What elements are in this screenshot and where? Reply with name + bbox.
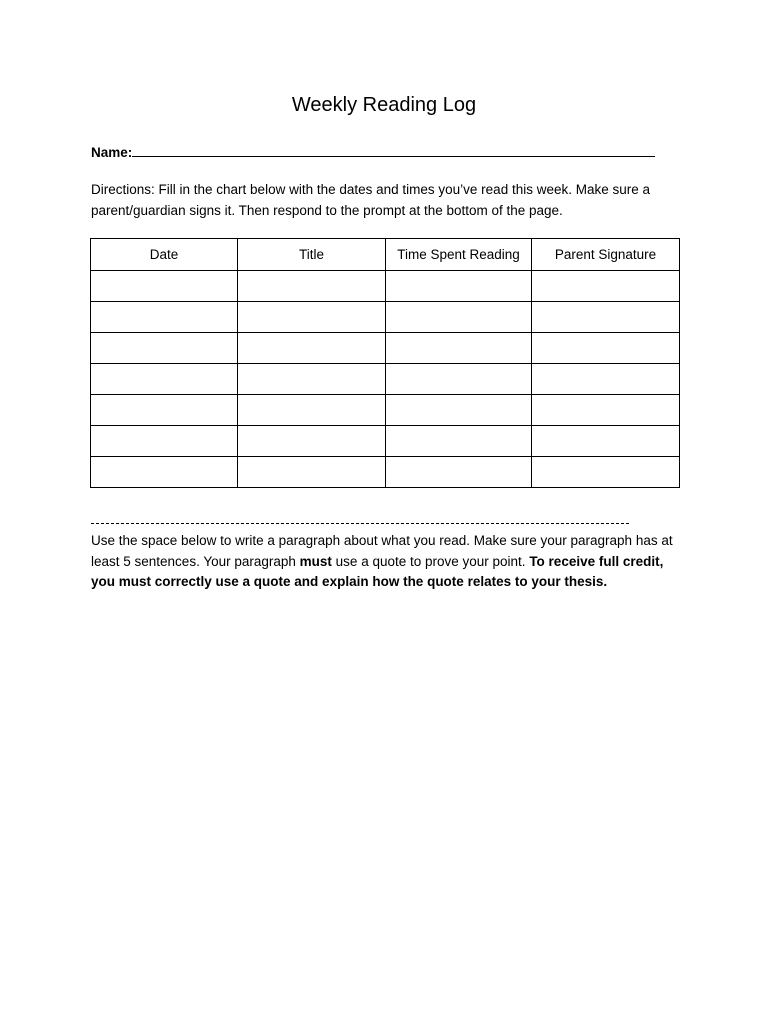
name-blank-line[interactable] bbox=[132, 142, 655, 157]
table-cell[interactable] bbox=[238, 271, 386, 302]
table-cell[interactable] bbox=[91, 364, 238, 395]
table-row bbox=[91, 426, 680, 457]
page-title: Weekly Reading Log bbox=[291, 94, 477, 116]
table-cell[interactable] bbox=[386, 364, 532, 395]
table-header-row bbox=[91, 239, 680, 271]
table-cell[interactable] bbox=[532, 271, 680, 302]
table-cell[interactable] bbox=[238, 395, 386, 426]
table-cell[interactable] bbox=[91, 457, 238, 488]
dashed-divider bbox=[91, 523, 629, 524]
table-cell[interactable] bbox=[91, 333, 238, 364]
name-label: Name: bbox=[91, 145, 133, 160]
prompt-text-1: Use the space below to write a paragraph about what you read. Make sure your paragraph has at least 5 sentences. Your paragraph bbox=[91, 533, 673, 569]
prompt-text-2: use a quote to prove your point. bbox=[331, 553, 530, 569]
table-cell[interactable] bbox=[238, 333, 386, 364]
reading-log-table bbox=[90, 238, 680, 488]
table-row bbox=[91, 333, 680, 364]
header-time-spent: Time Spent Reading bbox=[386, 239, 532, 271]
table-row bbox=[91, 271, 680, 302]
table-cell[interactable] bbox=[532, 302, 680, 333]
table-cell[interactable] bbox=[532, 333, 680, 364]
header-parent-signature: Parent Signature bbox=[532, 239, 680, 271]
table-cell[interactable] bbox=[238, 302, 386, 333]
table-cell[interactable] bbox=[386, 395, 532, 426]
table-cell[interactable] bbox=[91, 426, 238, 457]
table-cell[interactable] bbox=[386, 302, 532, 333]
header-date: Date bbox=[91, 239, 238, 271]
writing-prompt bbox=[91, 531, 686, 593]
table-row bbox=[91, 395, 680, 426]
name-field bbox=[91, 142, 655, 162]
prompt-bold-credit: To receive full credit, you must correctly use a quote and explain how the quote relates to your thesis. bbox=[91, 553, 664, 589]
table-cell[interactable] bbox=[386, 333, 532, 364]
table-cell[interactable] bbox=[91, 302, 238, 333]
table-cell[interactable] bbox=[532, 364, 680, 395]
table-cell[interactable] bbox=[532, 395, 680, 426]
header-title: Title bbox=[238, 239, 386, 271]
table-cell[interactable] bbox=[91, 271, 238, 302]
table-cell[interactable] bbox=[238, 364, 386, 395]
table-cell[interactable] bbox=[532, 426, 680, 457]
table-cell[interactable] bbox=[238, 426, 386, 457]
table-row bbox=[91, 302, 680, 333]
table-cell[interactable] bbox=[238, 457, 386, 488]
table-row bbox=[91, 364, 680, 395]
directions-text: Directions: Fill in the chart below with the dates and times you’ve read this week. Make sure a parent/guardian signs it. Then respond to the prompt at the bottom of the page. bbox=[91, 182, 651, 218]
table-cell[interactable] bbox=[91, 395, 238, 426]
table-cell[interactable] bbox=[386, 271, 532, 302]
table-cell[interactable] bbox=[386, 457, 532, 488]
prompt-bold-must: must bbox=[299, 553, 332, 569]
table-row bbox=[91, 457, 680, 488]
table-cell[interactable] bbox=[386, 426, 532, 457]
table-cell[interactable] bbox=[532, 457, 680, 488]
